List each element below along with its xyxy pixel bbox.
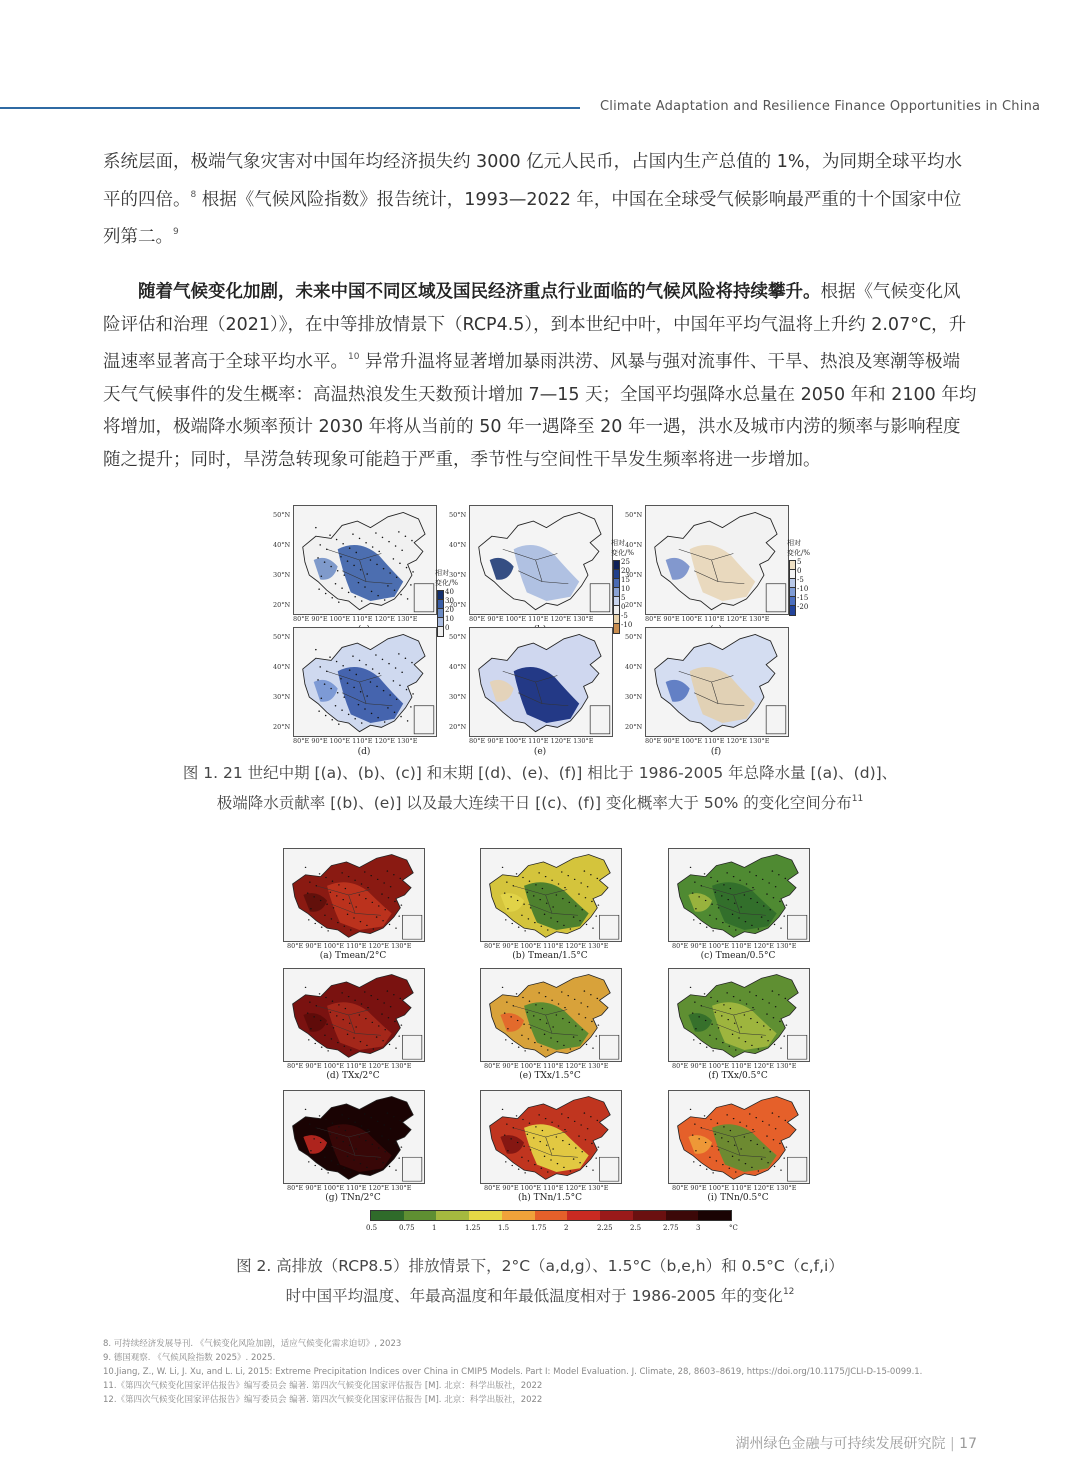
- figure-2-colorbar-tick: °C: [729, 1224, 738, 1232]
- figure-1-lat-tick: 40°N: [449, 663, 467, 671]
- page-number: 17: [959, 1436, 977, 1452]
- figure-1-legend-tick: 15: [621, 576, 630, 584]
- footnote-ref-11[interactable]: 11: [851, 794, 864, 804]
- figure-2-colorbar-segment: [698, 1211, 731, 1220]
- figure-1-legend-tick: -10: [797, 585, 809, 593]
- figure-1-lat-tick: 30°N: [625, 571, 643, 579]
- figure-2-colorbar: [370, 1210, 732, 1221]
- figure-1-lon-ticks: 80°E 90°E 100°E 110°E 120°E 130°E: [469, 615, 594, 623]
- figure-1-lat-tick: 50°N: [273, 511, 291, 519]
- figure-2-lon-ticks: 80°E 90°E 100°E 110°E 120°E 130°E: [484, 1184, 609, 1192]
- figure-1-panel-label: (d): [357, 747, 371, 757]
- figure-1-legend-tick: 5: [621, 594, 626, 602]
- figure-2-lon-ticks: 80°E 90°E 100°E 110°E 120°E 130°E: [484, 1062, 609, 1070]
- figure-2-colorbar-tick: 0.5: [366, 1224, 378, 1232]
- figure-1-legend-title: 相对 变化/%: [787, 539, 811, 557]
- figure-1-caption-line-2: 极端降水贡献率 [(b)、(e)] 以及最大连续干日 [(c)、(f)] 变化概率大于 50% 的变化空间分布: [216, 794, 852, 812]
- figure-1-panel-label: (e): [533, 747, 547, 757]
- figure-2-panel-label: (d) TXx/2°C: [326, 1071, 380, 1081]
- figure-1-legend-tick: 10: [621, 585, 630, 593]
- figure-2-colorbar-segment: [371, 1211, 404, 1220]
- footnote-12: 12.《第四次气候变化国家评估报告》编写委员会 编著. 第四次气候变化国家评估报告 [M]. 北京：科学出版社，2022: [103, 1395, 543, 1405]
- footer: 湖州绿色金融与可持续发展研究院 | 17: [735, 1436, 977, 1452]
- figure-1-legend-tick: 20: [621, 567, 630, 575]
- figure-1-legend-title: 相对 变化/%: [435, 569, 459, 587]
- figure-2-lon-ticks: 80°E 90°E 100°E 110°E 120°E 130°E: [672, 1062, 797, 1070]
- figure-2-lon-ticks: 80°E 90°E 100°E 110°E 120°E 130°E: [484, 942, 609, 950]
- figure-1-lat-tick: 30°N: [273, 693, 291, 701]
- figure-2-colorbar-tick: 2.25: [597, 1224, 613, 1232]
- footnote-9: 9. 德国观察. 《气候风险指数 2025》. 2025.: [103, 1353, 276, 1363]
- figure-1-lat-tick: 20°N: [273, 723, 291, 731]
- figure-2-caption-line-2-wrap: [103, 1279, 977, 1309]
- figure-1-lon-ticks: 80°E 90°E 100°E 110°E 120°E 130°E: [293, 737, 418, 745]
- figure-1-lat-tick: 40°N: [449, 541, 467, 549]
- figure-1-lat-tick: 30°N: [449, 571, 467, 579]
- figure-2-colorbar-segment: [567, 1211, 600, 1220]
- figure-1-lon-ticks: 80°E 90°E 100°E 110°E 120°E 130°E: [469, 737, 594, 745]
- figure-2-panel-label: (c) Tmean/0.5°C: [700, 951, 776, 961]
- figure-2-caption-line-2: 时中国平均温度、年最高温度和年最低温度相对于 1986-2005 年的变化: [285, 1287, 783, 1305]
- paragraph-2: [103, 276, 977, 476]
- figure-2-panel-label: (f) TXx/0.5°C: [708, 1071, 768, 1081]
- figure-1-lat-tick: 20°N: [449, 601, 467, 609]
- figure-2-map-h: [480, 1090, 622, 1184]
- figure-1-legend-swatch: [789, 605, 796, 616]
- figure-2-lon-ticks: 80°E 90°E 100°E 110°E 120°E 130°E: [672, 1184, 797, 1192]
- figure-2-colorbar-segment: [469, 1211, 502, 1220]
- paragraph-1: [103, 146, 977, 254]
- figure-2-colorbar-tick: 0.75: [399, 1224, 415, 1232]
- header-rule: [0, 107, 580, 109]
- footnote-ref-9[interactable]: 9: [173, 227, 179, 237]
- figure-1-legend-title: 相对 变化/%: [611, 539, 635, 557]
- figure-1-lat-tick: 50°N: [449, 633, 467, 641]
- figure-1-caption: [103, 760, 977, 816]
- figure-1-lat-tick: 20°N: [449, 723, 467, 731]
- paragraph-1-text-a: 系统层面，极端气象灾害对中国年均经济损失约 3000 亿元人民币，占国内生产总值的 1%，为同期全球平均水平的四倍。: [103, 152, 962, 210]
- figure-1-legend-tick: 0: [621, 603, 626, 611]
- footnote-ref-8[interactable]: 8: [190, 189, 197, 200]
- figure-1-lon-ticks: 80°E 90°E 100°E 110°E 120°E 130°E: [645, 615, 770, 623]
- figure-1-lon-ticks: 80°E 90°E 100°E 110°E 120°E 130°E: [293, 615, 418, 623]
- figure-1-map-c: [645, 505, 789, 615]
- figure-1-caption-line-1: 图 1. 21 世纪中期 [(a)、(b)、(c)] 和末期 [(d)、(e)、(f)] 相比于 1986-2005 年总降水量 [(a)、(d)]、: [182, 764, 898, 782]
- figure-2-colorbar-tick: 3: [696, 1224, 701, 1232]
- figure-1-legend-tick: -10: [621, 621, 633, 629]
- figure-1-map-f: [645, 627, 789, 737]
- figure-2-map-g: [283, 1090, 425, 1184]
- figure-2-colorbar-tick: 2: [564, 1224, 569, 1232]
- footnote-8: 8. 可持续经济发展导刊. 《气候变化风险加剧，适应气候变化需求迫切》, 2023: [103, 1339, 402, 1349]
- figure-1-map-a: [293, 505, 437, 615]
- figure-2-lon-ticks: 80°E 90°E 100°E 110°E 120°E 130°E: [287, 1062, 412, 1070]
- figure-2-panel-label: (i) TNn/0.5°C: [707, 1193, 769, 1203]
- figure-1-map-b: [469, 505, 613, 615]
- figure-2-map-f: [668, 968, 810, 1062]
- footnote-ref-12[interactable]: 12: [782, 1287, 795, 1297]
- figure-2-colorbar-tick: 1.75: [531, 1224, 547, 1232]
- figure-1-lat-tick: 30°N: [449, 693, 467, 701]
- figure-1-caption-line-2-wrap: [103, 786, 977, 816]
- figure-1-lat-tick: 30°N: [273, 571, 291, 579]
- header-title: Climate Adaptation and Resilience Finance Opportunities in China: [600, 99, 1041, 114]
- figure-2-map-e: [480, 968, 622, 1062]
- figure-1-legend-tick: 0: [797, 567, 802, 575]
- figure-2-panel-label: (a) Tmean/2°C: [319, 951, 387, 961]
- figure-1-lon-ticks: 80°E 90°E 100°E 110°E 120°E 130°E: [645, 737, 770, 745]
- figure-2-colorbar-segment: [436, 1211, 469, 1220]
- figure-2-colorbar-segment: [666, 1211, 699, 1220]
- footnote-ref-10[interactable]: 10: [348, 352, 360, 362]
- paragraph-2-bold-lead: 随着气候变化加剧，未来中国不同区域及国民经济重点行业面临的气候风险将持续攀升。: [138, 282, 821, 302]
- figure-2-colorbar-tick: 1.5: [498, 1224, 510, 1232]
- figure-1-legend-tick: 40: [445, 588, 454, 596]
- figure-1-legend-tick: 30: [445, 597, 454, 605]
- figure-1-lat-tick: 20°N: [625, 601, 643, 609]
- figure-2-colorbar-segment: [535, 1211, 568, 1220]
- figure-2-colorbar-tick: 2.75: [663, 1224, 679, 1232]
- figure-2-colorbar-tick: 2.5: [630, 1224, 642, 1232]
- figure-2-colorbar-tick: 1: [432, 1224, 437, 1232]
- footer-org: 湖州绿色金融与可持续发展研究院: [735, 1436, 946, 1452]
- figure-1-legend-swatch: [437, 626, 444, 637]
- figure-2-colorbar-tick: 1.25: [465, 1224, 481, 1232]
- figure-1-lat-tick: 50°N: [625, 511, 643, 519]
- figure-2-colorbar-segment: [404, 1211, 437, 1220]
- figure-1-legend-swatch: [613, 623, 620, 634]
- figure-1-legend-tick: 5: [797, 558, 802, 566]
- figure-1-legend-tick: -5: [621, 612, 628, 620]
- figure-1-lat-tick: 50°N: [273, 633, 291, 641]
- figure-2-colorbar-segment: [633, 1211, 666, 1220]
- figure-1-lat-tick: 20°N: [625, 723, 643, 731]
- figure-1-lat-tick: 20°N: [273, 601, 291, 609]
- figure-2-map-c: [668, 848, 810, 942]
- figure-2-lon-ticks: 80°E 90°E 100°E 110°E 120°E 130°E: [287, 942, 412, 950]
- figure-2-lon-ticks: 80°E 90°E 100°E 110°E 120°E 130°E: [287, 1184, 412, 1192]
- figure-2-caption-line-1: 图 2. 高排放（RCP8.5）排放情景下，2°C（a,d,g）、1.5°C（b,e,h）和 0.5°C（c,f,i）: [236, 1257, 844, 1275]
- figure-2-panel-label: (e) TXx/1.5°C: [519, 1071, 581, 1081]
- figure-2-lon-ticks: 80°E 90°E 100°E 110°E 120°E 130°E: [672, 942, 797, 950]
- footnote-10: 10.Jiang, Z., W. Li, J. Xu, and L. Li, 2015: Extreme Precipitation Indices over China in CMIP5 Models. Part I: Model Evaluation. J. Climate, 28, 8603–8619, https://doi.org/10.1175/JCLI-D-15-0099.1.: [103, 1367, 923, 1377]
- paragraph-1-text-b: 根据《气候风险指数》报告统计，1993—2022 年，中国在全球受气候影响最严重的十个国家中位列第二。: [103, 189, 962, 247]
- figure-1-map-d: [293, 627, 437, 737]
- figure-2-panel-label: (h) TNn/1.5°C: [517, 1193, 583, 1203]
- figure-1-lat-tick: 40°N: [273, 663, 291, 671]
- figure-1-legend-tick: -15: [797, 594, 809, 602]
- figure-2-map-b: [480, 848, 622, 942]
- figure-2-map-i: [668, 1090, 810, 1184]
- figure-1-lat-tick: 40°N: [273, 541, 291, 549]
- figure-2-colorbar-segment: [502, 1211, 535, 1220]
- figure-1-lat-tick: 30°N: [625, 693, 643, 701]
- figure-1-legend-tick: 20: [445, 606, 454, 614]
- figure-1-panel-label: (f): [710, 747, 722, 757]
- figure-2-colorbar-segment: [600, 1211, 633, 1220]
- figure-1-lat-tick: 50°N: [449, 511, 467, 519]
- footnote-11: 11.《第四次气候变化国家评估报告》编写委员会 编著. 第四次气候变化国家评估报告 [M]. 北京：科学出版社，2022: [103, 1381, 543, 1391]
- figure-1-lat-tick: 40°N: [625, 541, 643, 549]
- figure-1-map-e: [469, 627, 613, 737]
- figure-2-panel-label: (g) TNn/2°C: [325, 1193, 381, 1203]
- figure-2-caption: [103, 1253, 977, 1309]
- paragraph-2-text-a: 根据《气候变化风险评估和治理（2021）》，在中等排放情景下（RCP4.5），到本世纪中叶，中国年平均气温将上升约 2.07°C，升温速率显著高于全球平均水平。: [103, 282, 967, 372]
- figure-1-lat-tick: 40°N: [625, 663, 643, 671]
- figure-1-legend-tick: 10: [445, 615, 454, 623]
- figure-2-map-d: [283, 968, 425, 1062]
- figure-1-legend-tick: 25: [621, 558, 630, 566]
- paragraph-2-text-b: 异常升温将显著增加暴雨洪涝、风暴与强对流事件、干旱、热浪及寒潮等极端天气气候事件的发生概率：高温热浪发生天数预计增加 7—15 天；全国平均强降水总量在 2050 年和 2100 年均将增加，极端降水频率预计 2030 年将从当前的 50 年一遇降至 20 年一遇，洪水及城市内涝的频率与影响程度随之提升；同时，旱涝急转现象可能趋于严重，季节性与空间性干旱发生频率将进一步增加。: [103, 352, 977, 470]
- figure-1-legend-tick: -5: [797, 576, 804, 584]
- figure-2-map-a: [283, 848, 425, 942]
- figure-2-panel-label: (b) Tmean/1.5°C: [512, 951, 588, 961]
- figure-1-legend-tick: 0: [445, 624, 450, 632]
- figure-1-legend-tick: -20: [797, 603, 809, 611]
- footnotes: [103, 1337, 977, 1407]
- figure-1-lat-tick: 50°N: [625, 633, 643, 641]
